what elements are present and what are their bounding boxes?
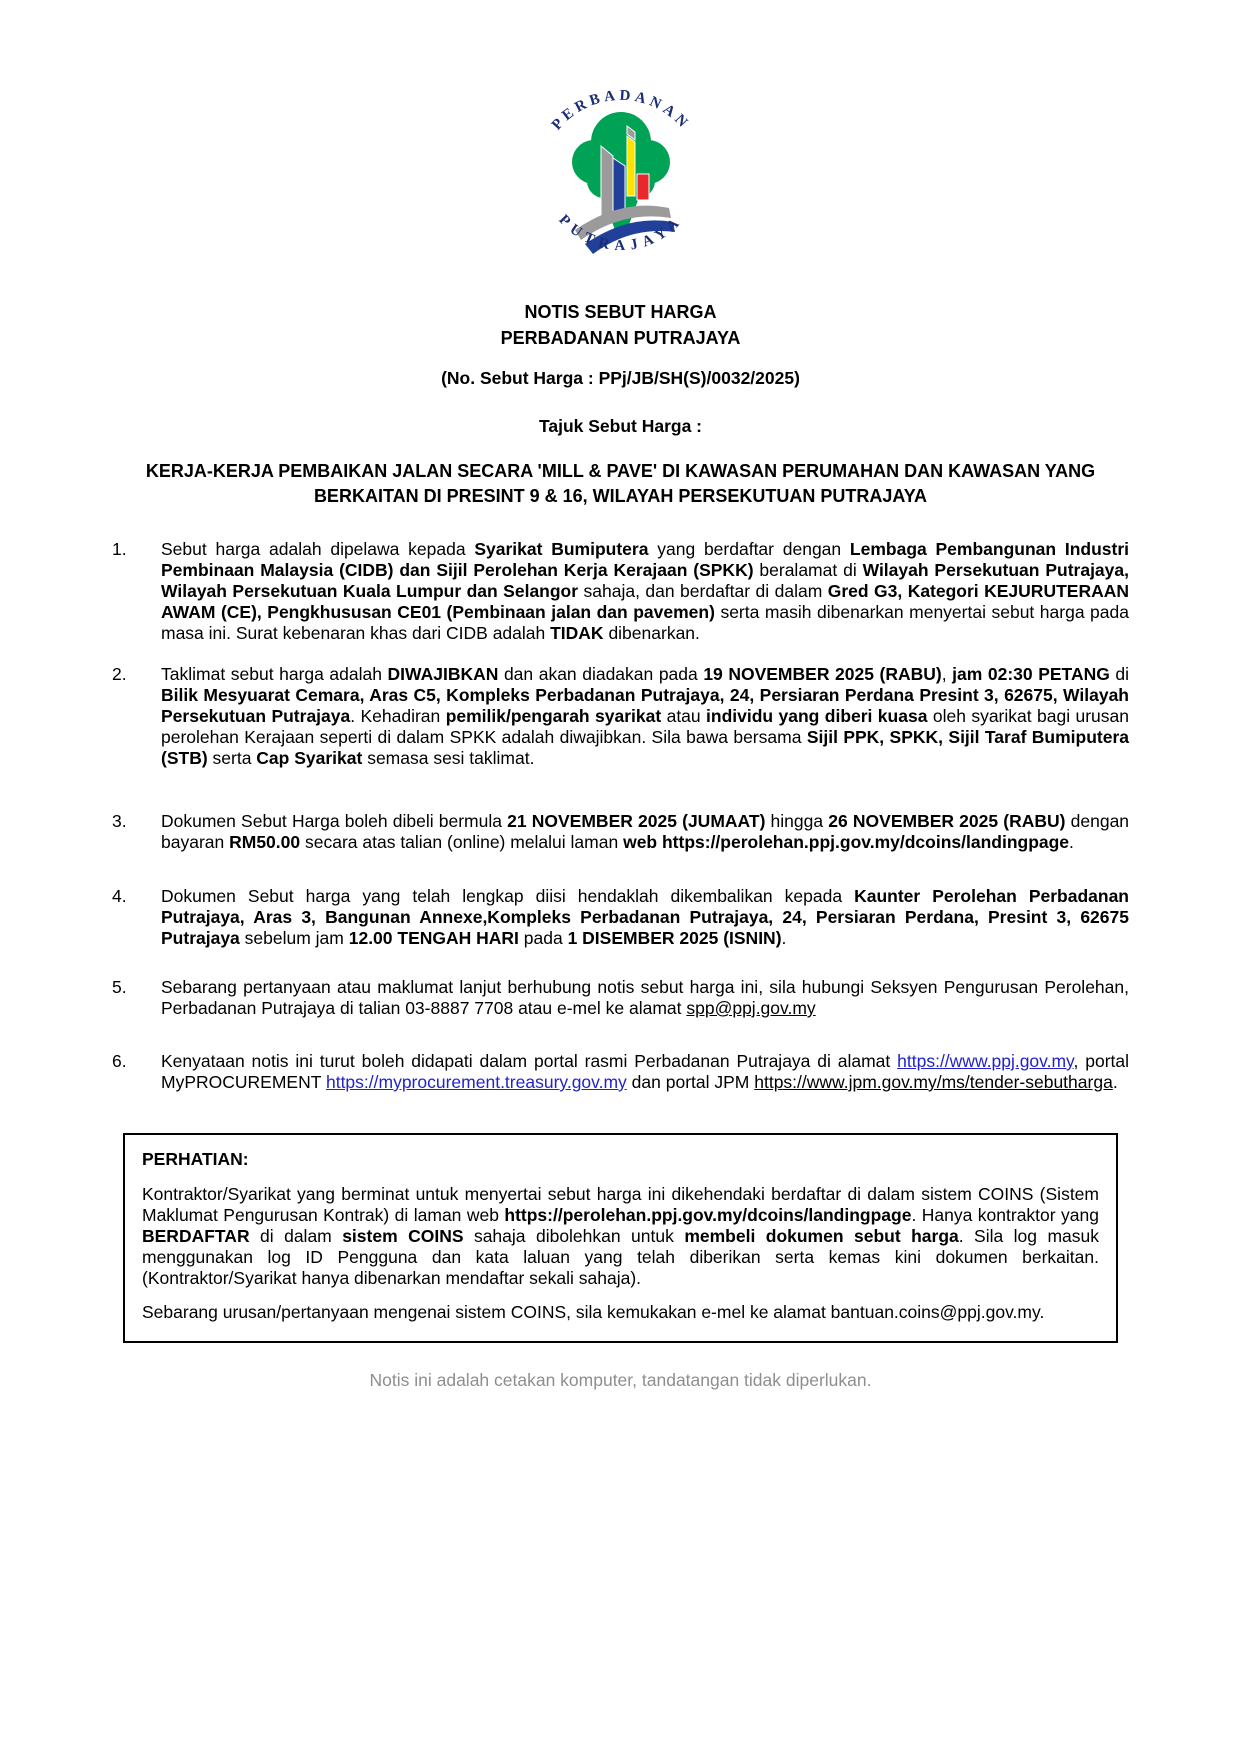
notice-item-2 (112, 664, 1129, 769)
item-text (161, 886, 1129, 949)
text-segment: Sebarang pertanyaan atau maklumat lanjut berhubung notis sebut harga ini, sila hubungi Seksyen Pengurusan Perolehan, Perbadanan Putrajaya di talian 03-8887 7708 atau e-mel ke alamat (161, 977, 1129, 1018)
notice-item-5 (112, 977, 1129, 1019)
perhatian-paragraph-1 (142, 1184, 1099, 1289)
text-segment: di (1109, 664, 1130, 684)
text-segment: . Sila log masuk menggunakan log ID Pengguna dan kata laluan yang telah diberikan serta kemas kini dokumen berkaitan. (Kontraktor/Syarikat hanya dibenarkan mendaftar sekali sahaja). (142, 1226, 1100, 1288)
text-segment: Sijil PPK, SPKK, Sijil Taraf Bumiputera (STB) (161, 727, 1130, 768)
notice-item-4 (112, 886, 1129, 949)
text-segment: hingga (765, 811, 829, 831)
text-segment: di dalam (249, 1226, 343, 1246)
text-segment: TIDAK (550, 623, 604, 643)
text-segment: secara atas talian (online) melalui laman (300, 832, 624, 852)
text-segment: sistem COINS (342, 1226, 464, 1246)
text-segment: oleh syarikat bagi urusan perolehan Kerajaan seperti di dalam SPKK adalah diwajibkan. Sila bawa bersama (161, 706, 1129, 747)
text-segment: Sebut harga adalah dipelawa kepada (161, 539, 475, 559)
notice-item-3 (112, 811, 1129, 853)
text-segment: pada (518, 928, 568, 948)
perhatian-heading: PERHATIAN: (142, 1149, 249, 1169)
heading-line-1: NOTIS SEBUT HARGA (524, 302, 717, 322)
text-segment: Dokumen Sebut Harga boleh dibeli bermula (161, 811, 508, 831)
item-number: 5. (112, 977, 127, 997)
text-segment: sahaja, dan berdaftar di dalam (578, 581, 828, 601)
text-segment: 26 NOVEMBER 2025 (RABU) (828, 811, 1066, 831)
item-number: 4. (112, 886, 127, 906)
text-segment: dibenarkan. (603, 623, 700, 643)
text-segment: 12.00 TENGAH HARI (348, 928, 519, 948)
text-segment: Taklimat sebut harga adalah (161, 664, 388, 684)
text-segment: jam 02:30 PETANG (952, 664, 1110, 684)
text-segment: semasa sesi taklimat. (362, 748, 535, 768)
item-text (161, 977, 1129, 1019)
logo-container (112, 80, 1129, 265)
text-segment: sebelum jam (239, 928, 349, 948)
logo-arc-text-bottom: PUTRAJAYA (554, 211, 687, 255)
text-segment: individu yang diberi kuasa (706, 706, 928, 726)
document-heading (112, 299, 1129, 351)
text-segment: RM50.00 (229, 832, 301, 852)
text-segment: BERDAFTAR (142, 1226, 250, 1246)
text-segment: . Kehadiran (350, 706, 446, 726)
text-segment: dan akan diadakan pada (498, 664, 704, 684)
text-segment: 19 NOVEMBER 2025 (RABU) (703, 664, 942, 684)
text-segment: 1 DISEMBER 2025 (ISNIN) (567, 928, 782, 948)
text-segment: serta masih dibenarkan menyertai sebut harga pada masa ini. Surat kebenaran khas dari CIDB adalah (161, 602, 1129, 643)
text-segment: dengan bayaran (161, 811, 1130, 852)
text-segment: Lembaga Pembangunan Industri Pembinaan Malaysia (CIDB) dan Sijil Perolehan Kerja Kerajaan (SPKK) (161, 539, 1130, 580)
heading-line-2: PERBADANAN PUTRAJAYA (500, 328, 741, 348)
item-number: 1. (112, 539, 127, 559)
text-segment: atau (661, 706, 707, 726)
computer-print-note: Notis ini adalah cetakan komputer, tandatangan tidak diperlukan. (369, 1370, 872, 1390)
perhatian-box (123, 1133, 1118, 1343)
text-segment: beralamat di (753, 560, 863, 580)
text-segment: Cap Syarikat (256, 748, 363, 768)
text-segment: Kaunter Perolehan Perbadanan Putrajaya, Aras 3, Bangunan Annexe,Kompleks Perbadanan Putrajaya, 24, Persiaran Perdana, Presint 3, 62675 Putrajaya (161, 886, 1129, 948)
item-number: 6. (112, 1051, 127, 1071)
tajuk-label: Tajuk Sebut Harga : (538, 416, 703, 436)
quotation-ref-no: (No. Sebut Harga : PPj/JB/SH(S)/0032/2025) (441, 368, 800, 388)
text-segment: Wilayah Persekutuan Putrajaya, Wilayah Persekutuan Kuala Lumpur dan Selangor (161, 560, 1129, 601)
text-segment: pemilik/pengarah syarikat (445, 706, 662, 726)
text-segment: Kenyataan notis ini turut boleh didapati dalam portal rasmi Perbadanan Putrajaya di alamat (161, 1051, 898, 1071)
text-segment: https://perolehan.ppj.gov.my/dcoins/landingpage (504, 1205, 912, 1225)
item-number: 3. (112, 811, 127, 831)
text-segment: , (941, 664, 953, 684)
jpm-link[interactable]: https://www.jpm.gov.my/ms/tender-sebutharga (754, 1072, 1113, 1092)
email-link[interactable]: spp@ppj.gov.my (686, 998, 816, 1018)
text-segment: sahaja dibolehkan untuk (463, 1226, 685, 1246)
item-number: 2. (112, 664, 127, 684)
text-segment: membeli dokumen sebut harga (684, 1226, 959, 1246)
text-segment: Syarikat Bumiputera (474, 539, 649, 559)
text-segment: Bilik Mesyuarat Cemara, Aras C5, Kompleks Perbadanan Putrajaya, 24, Persiaran Perdana Presint 3, 62675, Wilayah Persekutuan Putrajaya (161, 685, 1129, 726)
text-segment: yang berdaftar dengan (648, 539, 850, 559)
text-segment: Kontraktor/Syarikat yang berminat untuk menyertai sebut harga ini dikehendaki berdaftar di dalam sistem COINS (Sistem Maklumat Pengurusan Kontrak) di laman web (142, 1184, 1099, 1225)
perhatian-paragraph-2 (142, 1302, 1099, 1323)
text-segment: Gred G3, Kategori KEJURUTERAAN AWAM (CE), Pengkhususan CE01 (Pembinaan jalan dan pavemen) (161, 581, 1129, 622)
notice-item-6 (112, 1051, 1129, 1093)
text-segment: web https://perolehan.ppj.gov.my/dcoins/landingpage (623, 832, 1070, 852)
quotation-title: KERJA-KERJA PEMBAIKAN JALAN SECARA 'MILL & PAVE' DI KAWASAN PERUMAHAN DAN KAWASAN YANG BERKAITAN DI PRESINT 9 & 16, WILAYAH PERSEKUTUAN PUTRAJAYA (145, 461, 1096, 506)
text-segment: serta (207, 748, 257, 768)
text-segment: Sebarang urusan/pertanyaan mengenai sistem COINS, sila kemukakan e-mel ke alamat bantuan.coins@ppj.gov.my. (142, 1302, 1045, 1322)
item-text (161, 664, 1129, 769)
logo-arc-text-top: PERBADANAN (548, 87, 693, 134)
notice-item-1 (112, 539, 1129, 644)
text-segment: DIWAJIBKAN (387, 664, 499, 684)
text-segment: . (1112, 1072, 1118, 1092)
putrajaya-logo (521, 80, 721, 265)
text-segment: . (1069, 832, 1074, 852)
text-segment: , portal MyPROCUREMENT (161, 1051, 1129, 1092)
text-segment: . Hanya kontraktor yang (911, 1205, 1099, 1225)
item-text (161, 811, 1129, 853)
notice-items-list (112, 539, 1129, 1093)
myprocurement-link[interactable]: https://myprocurement.treasury.gov.my (325, 1072, 627, 1092)
text-segment: 21 NOVEMBER 2025 (JUMAAT) (507, 811, 766, 831)
item-text (161, 1051, 1129, 1093)
ppj-portal-link[interactable]: https://www.ppj.gov.my (897, 1051, 1074, 1071)
item-text (161, 539, 1129, 644)
text-segment: Dokumen Sebut harga yang telah lengkap diisi hendaklah dikembalikan kepada (161, 886, 855, 906)
text-segment: . (781, 928, 787, 948)
text-segment: dan portal JPM (626, 1072, 755, 1092)
